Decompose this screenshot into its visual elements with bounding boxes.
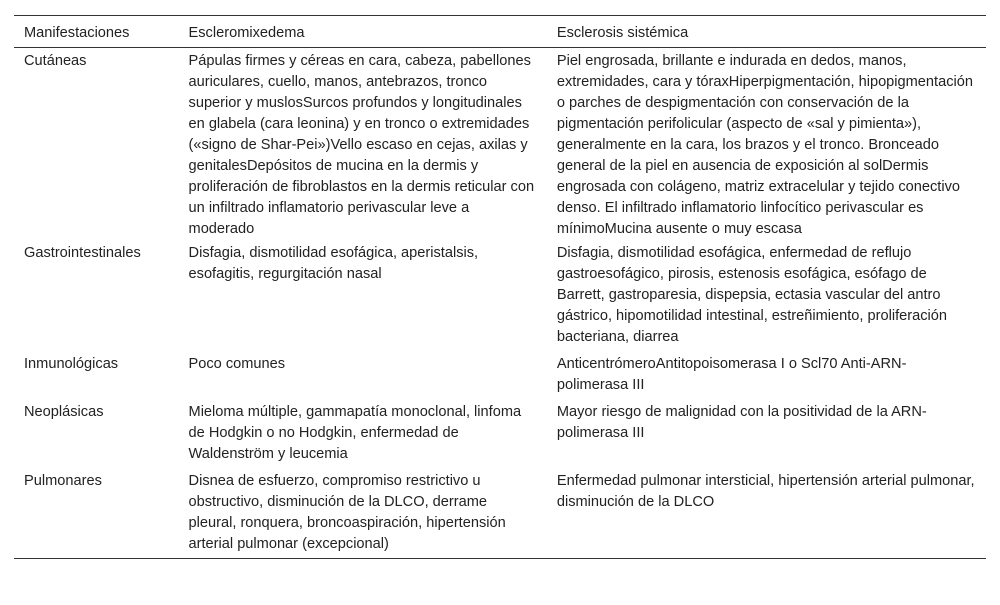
header-manifestaciones: Manifestaciones xyxy=(24,25,130,41)
table-row xyxy=(14,243,986,351)
header-row xyxy=(14,16,986,48)
cell-escleromixedema: Disfagia, dismotilidad esofágica, aperistalsis, esofagitis, regurgitación nasal xyxy=(188,245,479,282)
table-row xyxy=(14,468,986,559)
cell-escleromixedema: Poco comunes xyxy=(188,356,286,372)
cell-esclerosis-sistemica: Mayor riesgo de malignidad con la positividad de la ARN-polimerasa III xyxy=(556,404,927,441)
header-escleromixedema: Escleromixedema xyxy=(188,25,305,41)
table-body xyxy=(14,48,986,559)
row-category: Cutáneas xyxy=(24,53,87,69)
row-category: Neoplásicas xyxy=(24,404,104,420)
cell-esclerosis-sistemica: AnticentrómeroAntitopoisomerasa I o Scl70 Anti-ARN-polimerasa III xyxy=(556,356,907,393)
row-category: Inmunológicas xyxy=(24,356,119,372)
cell-esclerosis-sistemica: Disfagia, dismotilidad esofágica, enfermedad de reflujo gastroesofágico, pirosis, estenosis esofágica, esófago de Barrett, gastroparesia, dispepsia, ectasia vascular del antro gástrico, hipomotilidad intestinal, estreñimiento, proliferación bacteriana, diarrea xyxy=(556,245,948,345)
comparison-table-container xyxy=(14,15,986,559)
table-row xyxy=(14,351,986,399)
comparison-table xyxy=(14,15,986,559)
table-header xyxy=(14,16,986,48)
table-row xyxy=(14,48,986,244)
cell-escleromixedema: Disnea de esfuerzo, compromiso restrictivo u obstructivo, disminución de la DLCO, derrame pleural, ronquera, broncoaspiración, hipertensión arterial pulmonar (excepcional) xyxy=(188,473,506,552)
cell-esclerosis-sistemica: Piel engrosada, brillante e indurada en dedos, manos, extremidades, cara y tóraxHiperpigmentación, hipopigmentación o parches de despigmentación con conservación de la pigmentación perifolicular (aspecto de «sal y pimienta»), generalmente en la cara, los brazos y el tronco. Bronceado general de la piel en ausencia de exposición al solDermis engrosada con colágeno, matriz extracelular y tejido conectivo denso. El infiltrado inflamatorio linfocítico perivascular es mínimoMucina ausente o muy escasa xyxy=(556,53,973,237)
cell-escleromixedema: Pápulas firmes y céreas en cara, cabeza, pabellones auriculares, cuello, manos, antebrazos, tronco superior y muslosSurcos profundos y longitudinales en glabela (cara leonina) y en tronco o extremidades («signo de Shar-Pei»)Vello escaso en cejas, axilas y genitalesDepósitos de mucina en la dermis y proliferación de fibroblastos en la dermis reticular con un infiltrado inflamatorio perivascular leve a moderado xyxy=(188,53,535,237)
row-category: Gastrointestinales xyxy=(24,245,141,261)
header-esclerosis-sistemica: Esclerosis sistémica xyxy=(556,25,689,41)
table-row xyxy=(14,399,986,468)
cell-esclerosis-sistemica: Enfermedad pulmonar intersticial, hipertensión arterial pulmonar, disminución de la DLCO xyxy=(556,473,975,510)
cell-escleromixedema: Mieloma múltiple, gammapatía monoclonal, linfoma de Hodgkin o no Hodgkin, enfermedad de Waldenström y leucemia xyxy=(188,404,522,462)
row-category: Pulmonares xyxy=(24,473,102,489)
